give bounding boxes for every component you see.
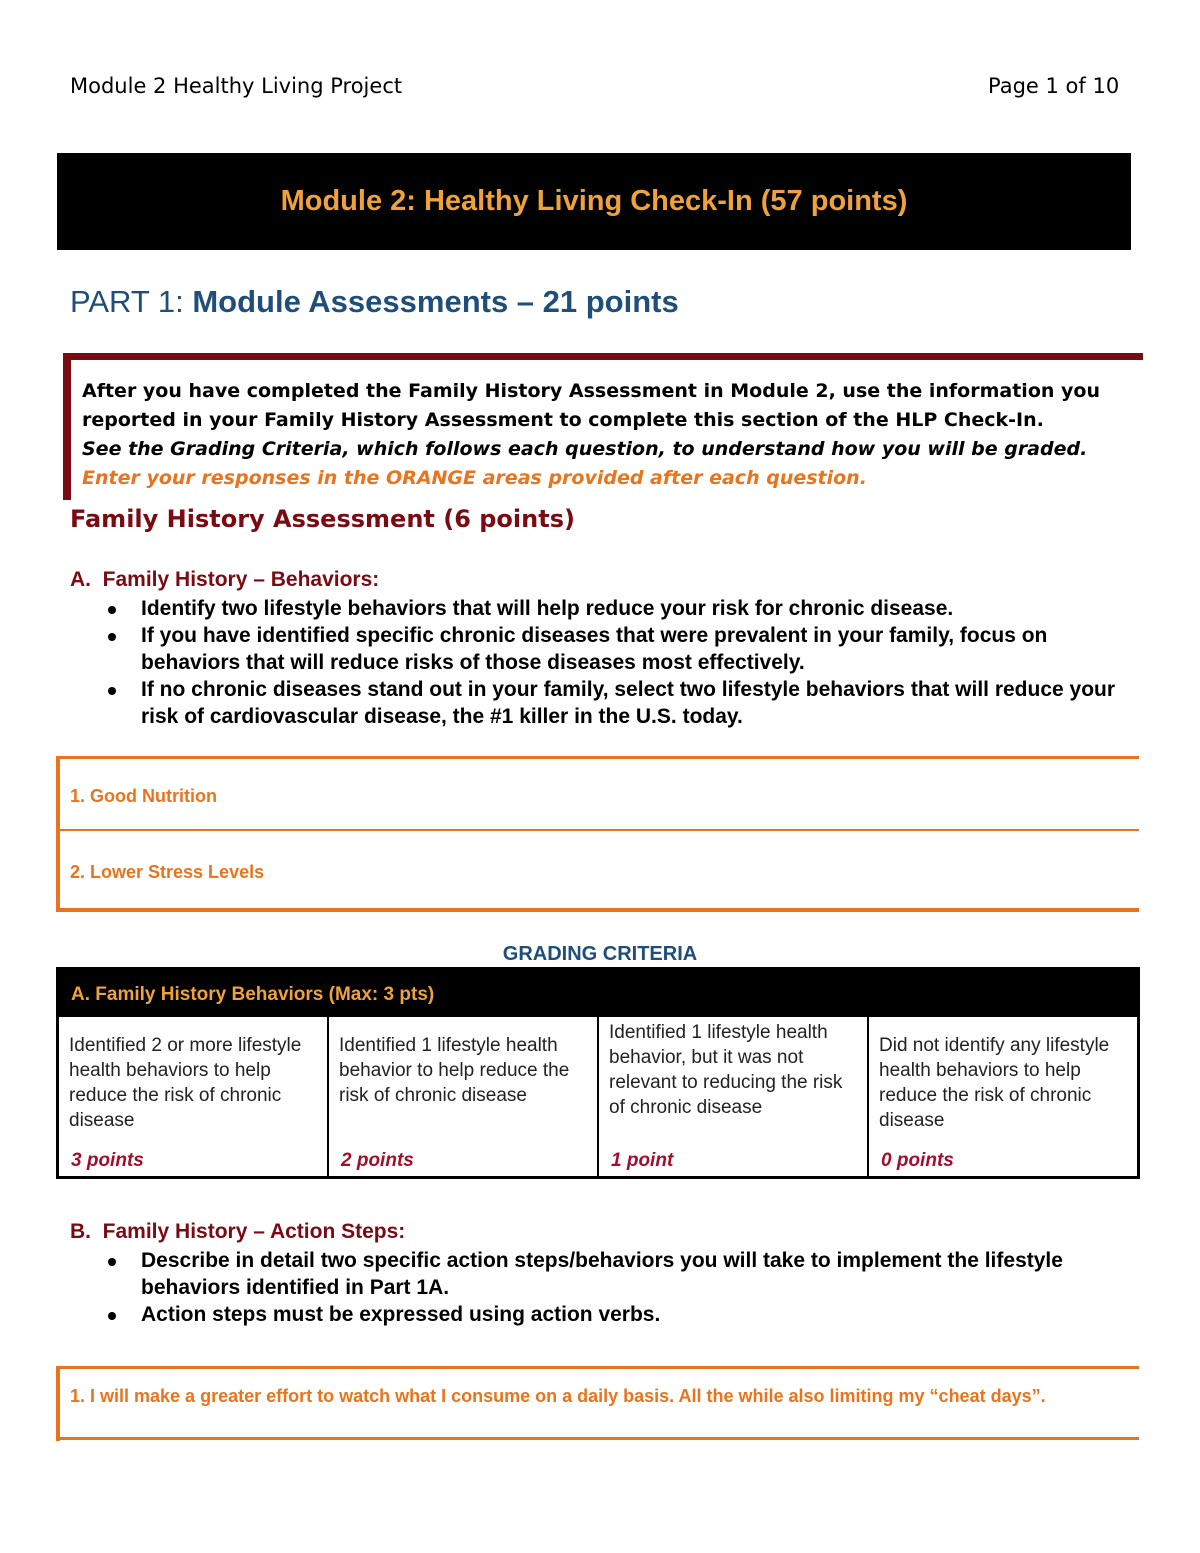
part1-label: PART 1: xyxy=(70,284,184,319)
grading-cell-desc: Identified 1 lifestyle health behavior, but it was not relevant to reducing the risk of chronic disease xyxy=(609,1022,843,1118)
response-field-2[interactable]: 2. Lower Stress Levels xyxy=(70,862,265,882)
bullet-icon xyxy=(108,687,116,695)
bullet-item: Action steps must be expressed using action verbs. xyxy=(100,1301,1130,1328)
response-border-bottom xyxy=(56,908,1139,912)
intro-border-left xyxy=(63,353,71,500)
intro-line-3: Enter your responses in the ORANGE areas provided after each question. xyxy=(82,467,867,489)
grading-cell-points: 2 points xyxy=(341,1150,414,1171)
bullet-item: If no chronic diseases stand out in your family, select two lifestyle behaviors that will reduce your risk of cardiovascular disease, the #1 killer in the U.S. today. xyxy=(100,676,1130,730)
response-field-action-1[interactable]: 1. I will make a greater effort to watch what I consume on a daily basis. All the while also limiting my “cheat days”. xyxy=(70,1386,1046,1406)
response-border-left xyxy=(56,1366,60,1441)
bullet-icon xyxy=(108,1312,116,1320)
banner-title: Module 2: Healthy Living Check-In (57 points) xyxy=(280,185,908,217)
grading-cell-points: 0 points xyxy=(881,1150,954,1171)
bullet-item: Describe in detail two specific action steps/behaviors you will take to implement the lifestyle behaviors identified in Part 1A. xyxy=(100,1247,1130,1301)
family-history-heading: Family History Assessment (6 points) xyxy=(70,505,575,533)
section-a-letter: A. xyxy=(70,568,91,591)
part1-heading xyxy=(70,284,679,320)
grading-table xyxy=(56,967,1140,1179)
response-divider xyxy=(56,829,1139,831)
intro-line-2: See the Grading Criteria, which follows each question, to understand how you will be graded. xyxy=(82,438,1088,460)
response-border-top xyxy=(56,1366,1139,1369)
section-b-heading xyxy=(70,1220,405,1244)
grading-cell xyxy=(869,1017,1137,1178)
page-header-title: Module 2 Healthy Living Project xyxy=(70,74,403,98)
title-banner xyxy=(57,153,1131,250)
section-b-title: Family History – Action Steps: xyxy=(102,1220,406,1243)
grading-table-header: A. Family History Behaviors (Max: 3 pts) xyxy=(59,970,1137,1015)
response-border-left xyxy=(56,756,60,912)
section-a-bullets xyxy=(100,595,1130,730)
bullet-item: Identify two lifestyle behaviors that will help reduce your risk for chronic disease. xyxy=(100,595,1130,622)
response-field-1[interactable]: 1. Good Nutrition xyxy=(70,786,217,806)
intro-border-top xyxy=(63,353,1143,360)
grading-cell xyxy=(599,1017,869,1178)
grading-cell xyxy=(329,1017,599,1178)
response-border-bottom xyxy=(56,1437,1139,1440)
grading-cell xyxy=(59,1017,329,1178)
grading-table-row xyxy=(59,1015,1137,1178)
bullet-icon xyxy=(108,1258,116,1266)
intro-instructions xyxy=(82,377,1132,493)
bullet-icon xyxy=(108,606,116,614)
grading-cell-desc: Did not identify any lifestyle health behaviors to help reduce the risk of chronic disease xyxy=(879,1035,1110,1131)
section-a-title: Family History – Behaviors: xyxy=(102,568,380,591)
section-b-letter: B. xyxy=(70,1220,91,1243)
grading-criteria-title: GRADING CRITERIA xyxy=(502,943,698,965)
grading-cell-desc: Identified 1 lifestyle health behavior to help reduce the risk of chronic disease xyxy=(339,1035,570,1106)
intro-line-1: After you have completed the Family History Assessment in Module 2, use the information you reported in your Family History Assessment to complete this section of the HLP Check-In. xyxy=(82,380,1100,431)
page-number: Page 1 of 10 xyxy=(988,74,1120,98)
bullet-item: If you have identified specific chronic diseases that were prevalent in your family, focus on behaviors that will reduce risks of those diseases most effectively. xyxy=(100,622,1130,676)
bullet-icon xyxy=(108,633,116,641)
part1-title: Module Assessments – 21 points xyxy=(183,284,679,319)
grading-cell-desc: Identified 2 or more lifestyle health behaviors to help reduce the risk of chronic disease xyxy=(69,1035,302,1131)
grading-cell-points: 1 point xyxy=(611,1150,674,1171)
grading-cell-points: 3 points xyxy=(71,1150,144,1171)
response-border-top xyxy=(56,756,1139,759)
section-a-heading xyxy=(70,568,379,592)
section-b-bullets xyxy=(100,1247,1130,1328)
